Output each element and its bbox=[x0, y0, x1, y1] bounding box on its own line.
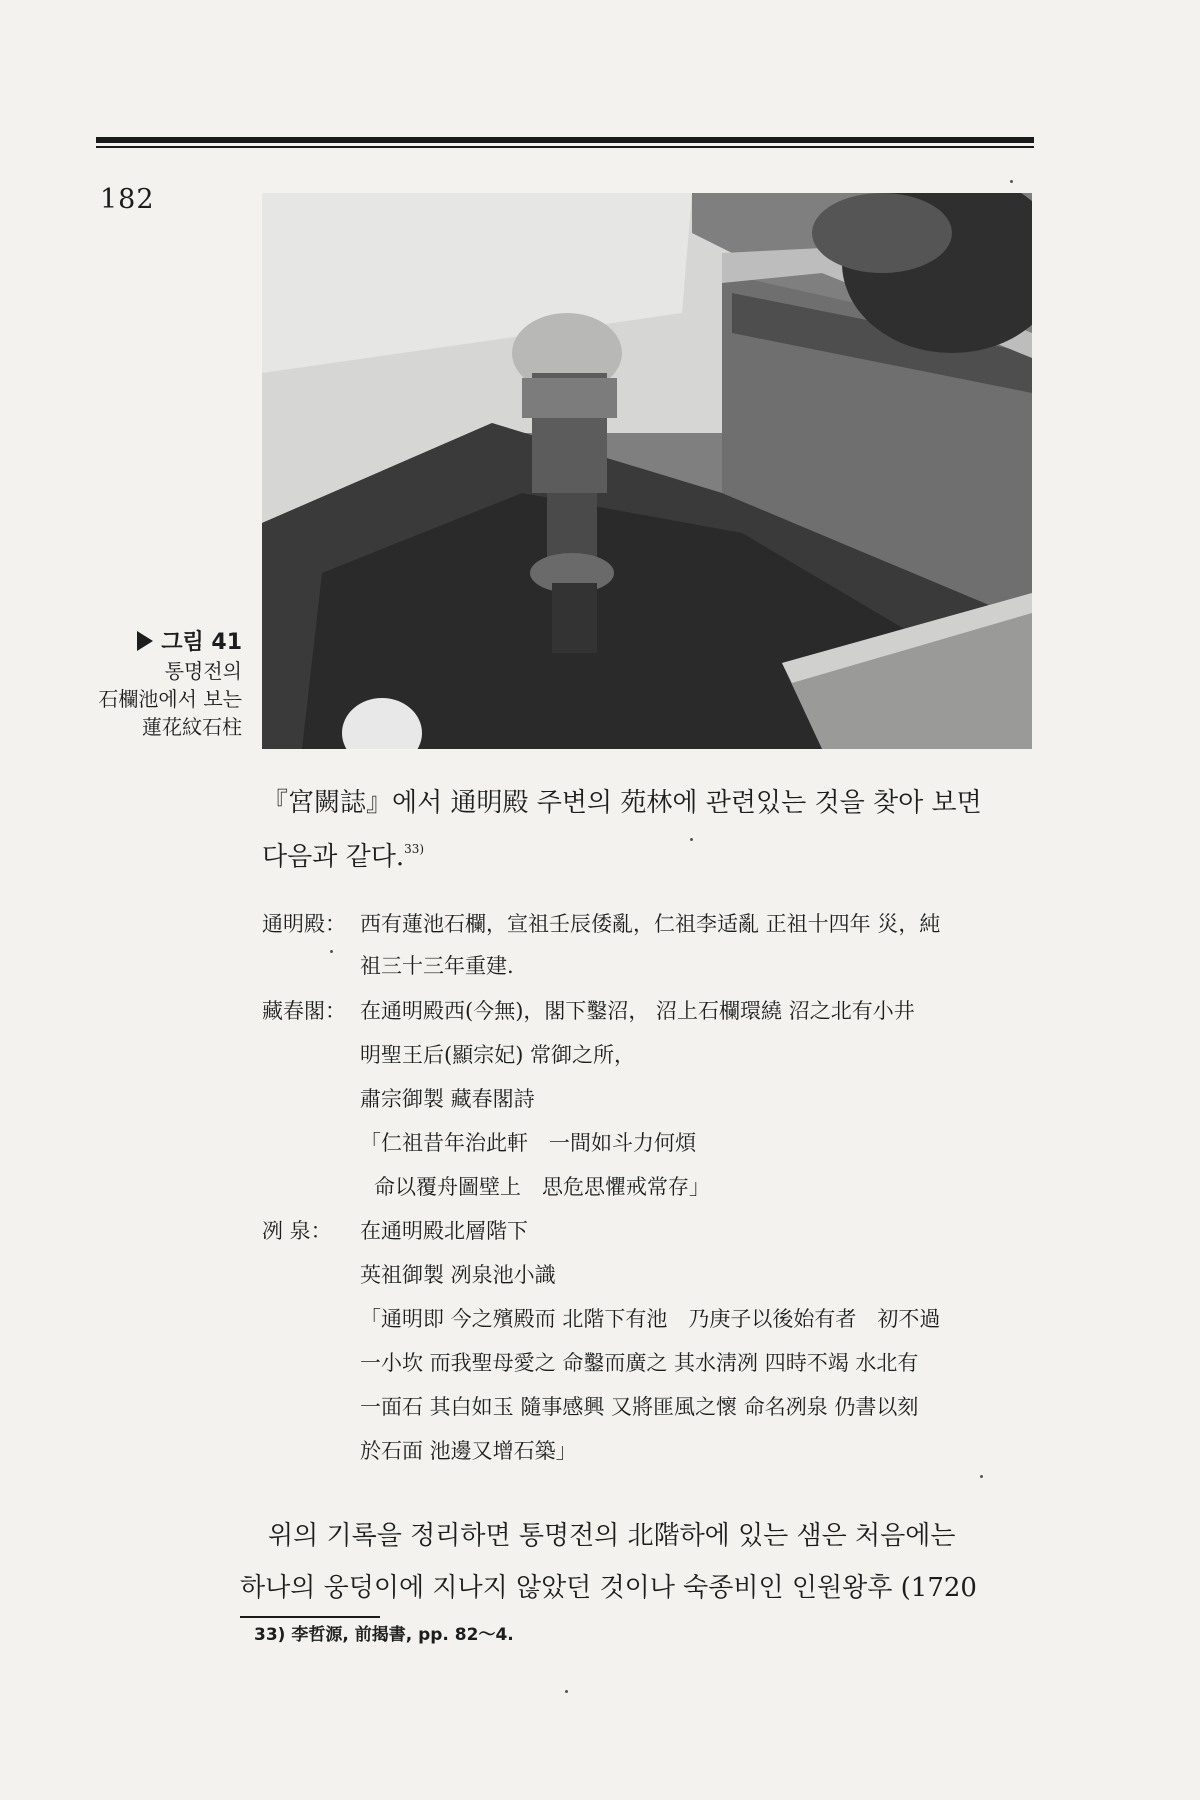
speck bbox=[330, 950, 333, 953]
header-rule bbox=[96, 137, 1034, 143]
page-number: 182 bbox=[100, 184, 155, 215]
caption-line: 蓮花紋石柱 bbox=[142, 715, 242, 739]
entry-line: 「仁祖昔年治此軒 一間如斗力何煩 bbox=[360, 1131, 696, 1155]
entry-line: 於石面 池邊又增石築」 bbox=[360, 1439, 577, 1463]
footnote-rule bbox=[240, 1616, 380, 1618]
intro-line-2: 다음과 같다.$^{33)}$ bbox=[262, 842, 425, 872]
speck bbox=[565, 1690, 568, 1693]
body-paragraph bbox=[240, 1510, 1035, 1614]
entry-line: 明聖王后(顯宗妃) 常御之所， bbox=[360, 1043, 636, 1067]
intro-paragraph bbox=[262, 780, 1032, 880]
entry-line: 一小坎 而我聖母愛之 命鑿而廣之 其水淸冽 四時不竭 水北有 bbox=[360, 1351, 919, 1375]
photo-lotus-stone-pillar bbox=[262, 193, 1032, 749]
entry-line: 藏春閣： 在通明殿西(今無)，閣下鑿沼， 沼上石欄環繞 沼之北有小井 bbox=[262, 995, 915, 1025]
intro-line: 『宮闕誌』에서 通明殿 주변의 苑林에 관련있는 것을 찾아 보면 bbox=[262, 788, 982, 818]
caption-line: 石欄池에서 보는 bbox=[98, 687, 242, 711]
entry-key: 藏春閣： bbox=[262, 999, 346, 1023]
entry-line: 通明殿： 西有蓮池石欄，宣祖壬辰倭亂，仁祖李适亂 正祖十四年 災，純 bbox=[262, 908, 940, 938]
entry-line: 命以覆舟圖壁上 思危思懼戒常存」 bbox=[374, 1175, 710, 1199]
figure-caption bbox=[42, 628, 242, 741]
header-rule-thin bbox=[96, 146, 1034, 148]
footnote: 33) 李哲源, 前揭書, pp. 82～4. bbox=[254, 1625, 514, 1645]
footnote-reference[interactable]: 33) bbox=[404, 842, 425, 856]
speck bbox=[980, 1475, 983, 1478]
entry-key: 冽 泉： bbox=[262, 1219, 332, 1243]
caption-line: 통명전의 bbox=[164, 659, 242, 683]
entry-key: 通明殿： bbox=[262, 912, 346, 936]
play-arrow-icon bbox=[137, 631, 153, 651]
entry-line: 「通明即 今之殯殿而 北階下有池 乃庚子以後始有者 初不過 bbox=[360, 1307, 941, 1331]
figure-label: 그림 41 bbox=[42, 628, 242, 657]
paragraph-line: 위의 기록을 정리하면 통명전의 北階하에 있는 샘은 처음에는 bbox=[268, 1521, 956, 1551]
entry-line: 祖三十三年重建. bbox=[360, 954, 514, 978]
entry-line: 英祖御製 冽泉池小識 bbox=[360, 1263, 556, 1287]
entry-line: 肅宗御製 藏春閣詩 bbox=[360, 1087, 535, 1111]
speck bbox=[690, 838, 693, 841]
paragraph-line: 하나의 웅덩이에 지나지 않았던 것이나 숙종비인 인원왕후 (1720 bbox=[240, 1573, 977, 1603]
entry-line: 冽 泉： 在通明殿北層階下 bbox=[262, 1215, 528, 1245]
entry-line: 一面石 其白如玉 隨事感興 又將匪風之懷 命名冽泉 仍書以刻 bbox=[360, 1395, 919, 1419]
speck bbox=[1010, 180, 1013, 183]
